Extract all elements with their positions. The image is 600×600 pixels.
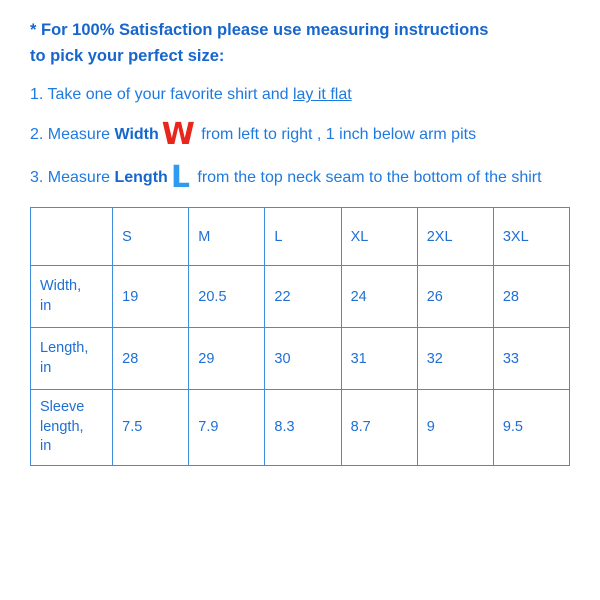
length-letter-icon: L (170, 160, 190, 196)
table-corner-cell (31, 208, 113, 266)
step-3-number: 3. (30, 169, 44, 187)
step-1-emphasis: lay it flat (292, 86, 352, 104)
cell-sleeve-s: 7.5 (113, 390, 189, 466)
step-3-bold-word: Length (114, 169, 168, 187)
row-label-length-line2: in (40, 359, 52, 376)
row-label-sleeve-line1: Sleeve (40, 399, 85, 416)
table-col-header-xl: XL (341, 208, 417, 266)
row-label-width-line2: in (40, 297, 52, 314)
cell-sleeve-3xl: 9.5 (493, 390, 569, 466)
cell-sleeve-xl: 8.7 (341, 390, 417, 466)
step-1-number: 1. (30, 86, 44, 104)
row-label-length-line1: Length, (40, 340, 89, 357)
cell-sleeve-l: 8.3 (265, 390, 341, 466)
cell-width-xl: 24 (341, 266, 417, 328)
step-2-bold-word: Width (114, 126, 159, 144)
table-col-header-l: L (265, 208, 341, 266)
cell-width-s: 19 (113, 266, 189, 328)
cell-width-m: 20.5 (189, 266, 265, 328)
intro-line-1: * For 100% Satisfaction please use measuring instructions (30, 21, 489, 39)
cell-length-xl: 31 (341, 328, 417, 390)
table-header-row (31, 208, 570, 266)
step-3-text-before: Measure (43, 169, 115, 187)
cell-sleeve-m: 7.9 (189, 390, 265, 466)
step-2-text-before: Measure (43, 126, 115, 144)
cell-length-s: 28 (113, 328, 189, 390)
row-label-sleeve-line3: in (40, 438, 52, 455)
table-col-header-m: M (189, 208, 265, 266)
row-label-length (31, 328, 113, 390)
cell-length-m: 29 (189, 328, 265, 390)
size-table (30, 207, 570, 466)
cell-length-3xl: 33 (493, 328, 569, 390)
step-1-text-before: Take one of your favorite shirt and (43, 86, 293, 104)
step-3-text-after: from the top neck seam to the bottom of the shirt (192, 169, 542, 187)
row-label-width (31, 266, 113, 328)
cell-length-2xl: 32 (417, 328, 493, 390)
table-col-header-s: S (113, 208, 189, 266)
cell-width-3xl: 28 (493, 266, 569, 328)
table-row (31, 266, 570, 328)
step-1 (30, 83, 578, 107)
row-label-width-line1: Width, (40, 278, 82, 295)
table-row (31, 328, 570, 390)
row-label-sleeve-length (31, 390, 113, 466)
table-row (31, 390, 570, 466)
table-col-header-2xl: 2XL (417, 208, 493, 266)
cell-length-l: 30 (265, 328, 341, 390)
step-2 (30, 117, 578, 153)
row-label-sleeve-line2: length, (40, 418, 84, 435)
step-2-number: 2. (30, 126, 44, 144)
intro-line-2: to pick your perfect size: (30, 46, 225, 65)
intro-heading (30, 18, 578, 69)
cell-width-l: 22 (265, 266, 341, 328)
step-2-text-after: from left to right , 1 inch below arm pits (196, 126, 477, 144)
width-letter-icon: W (161, 117, 194, 153)
cell-sleeve-2xl: 9 (417, 390, 493, 466)
step-3 (30, 160, 578, 196)
table-col-header-3xl: 3XL (493, 208, 569, 266)
cell-width-2xl: 26 (417, 266, 493, 328)
